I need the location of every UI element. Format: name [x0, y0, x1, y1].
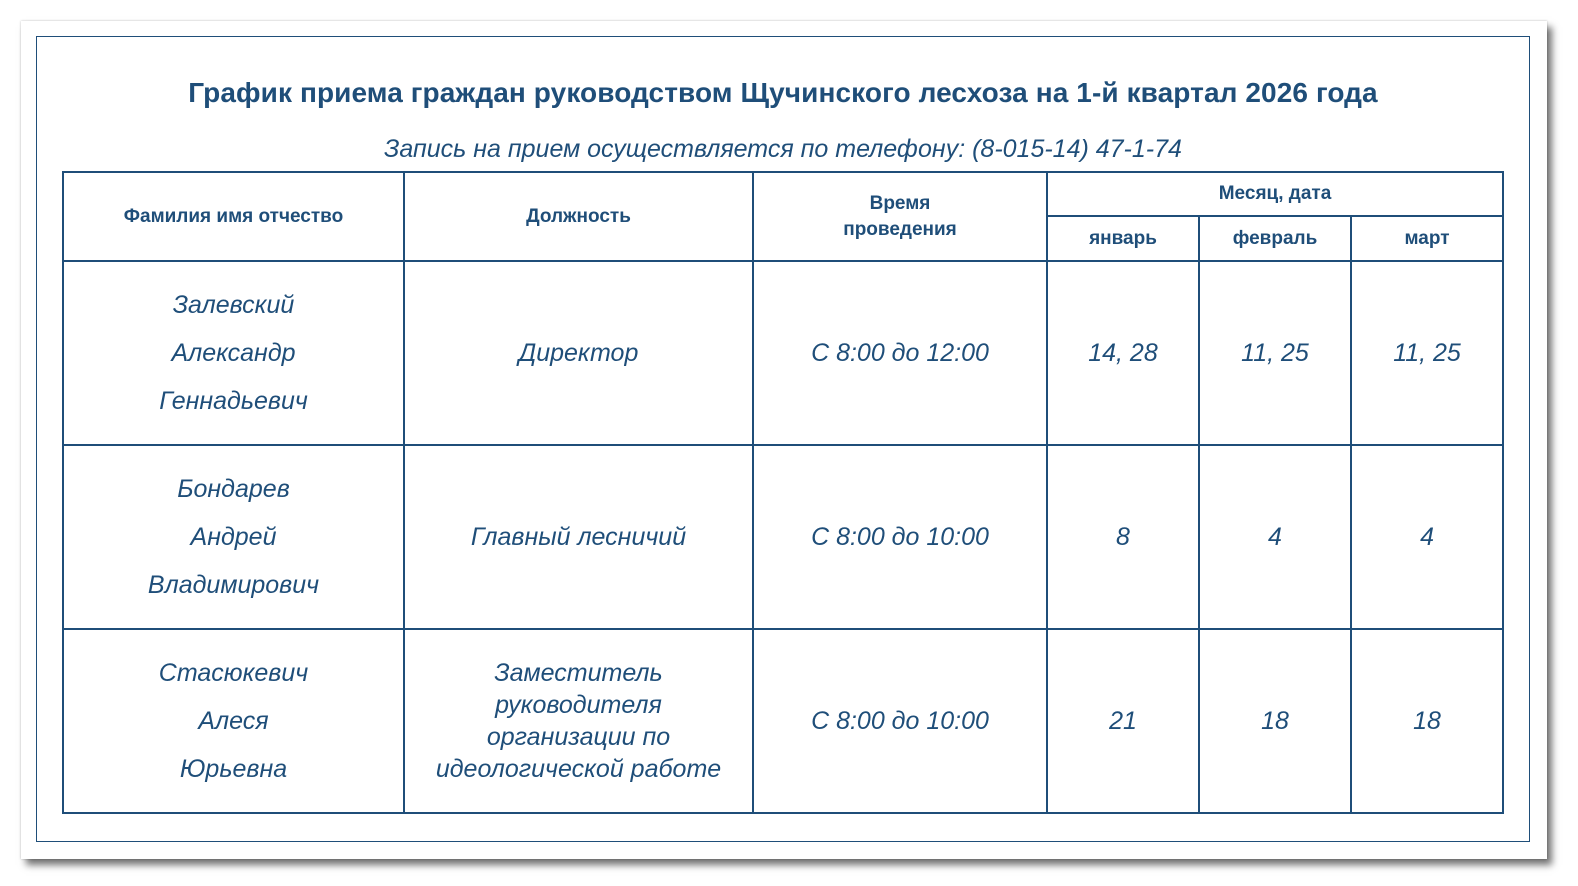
page-subtitle: Запись на прием осуществляется по телефону: (8-015-14) 47-1-74: [384, 135, 1182, 163]
cell-fio: [63, 629, 404, 813]
header-time-line1: Время: [869, 192, 931, 214]
cell-march: 11, 25: [1351, 261, 1503, 445]
header-time: [753, 172, 1047, 261]
position-line: Заместитель: [494, 659, 663, 687]
table-row: [63, 261, 1503, 445]
position-line: Главный лесничий: [470, 522, 687, 551]
cell-fio: [63, 261, 404, 445]
fio-name: Алеся: [198, 707, 269, 735]
fio-name: Андрей: [190, 523, 277, 551]
position-line: руководителя: [495, 691, 662, 719]
header-month-february: февраль: [1199, 216, 1351, 261]
header-month-date: Месяц, дата: [1047, 172, 1503, 216]
fio-name: Александр: [171, 339, 296, 367]
cell-january: 21: [1047, 629, 1199, 813]
document-frame: [36, 36, 1530, 842]
cell-fio: [63, 445, 404, 629]
page-title: График приема граждан руководством Щучинского лесхоза на 1-й квартал 2026 года: [188, 77, 1378, 108]
cell-january: 14, 28: [1047, 261, 1199, 445]
cell-february: 4: [1199, 445, 1351, 629]
cell-march: 18: [1351, 629, 1503, 813]
cell-february: 18: [1199, 629, 1351, 813]
fio-surname: Бондарев: [177, 475, 290, 503]
position-line: идеологической работе: [435, 755, 722, 783]
table-row: [63, 629, 1503, 813]
cell-january: 8: [1047, 445, 1199, 629]
document-sheet: [21, 21, 1547, 859]
fio-surname: Стасюкевич: [158, 659, 309, 687]
fio-surname: Залевский: [172, 291, 295, 319]
cell-position: [404, 629, 753, 813]
cell-time: С 8:00 до 10:00: [753, 629, 1047, 813]
fio-patronymic: Владимирович: [147, 571, 320, 599]
cell-position: [404, 261, 753, 445]
header-time-line2: проведения: [843, 218, 957, 240]
cell-position: [404, 445, 753, 629]
fio-patronymic: Геннадьевич: [159, 387, 308, 415]
cell-time: С 8:00 до 10:00: [753, 445, 1047, 629]
position-line: Директор: [518, 338, 639, 367]
cell-march: 4: [1351, 445, 1503, 629]
header-month-march: март: [1351, 216, 1503, 261]
table-row: [63, 445, 1503, 629]
header-position: Должность: [404, 172, 753, 261]
header-fio: Фамилия имя отчество: [63, 172, 404, 261]
schedule-table: [62, 171, 1504, 814]
header-month-january: январь: [1047, 216, 1199, 261]
position-line: организации по: [486, 723, 671, 751]
cell-time: С 8:00 до 12:00: [753, 261, 1047, 445]
fio-patronymic: Юрьевна: [179, 755, 288, 783]
cell-february: 11, 25: [1199, 261, 1351, 445]
